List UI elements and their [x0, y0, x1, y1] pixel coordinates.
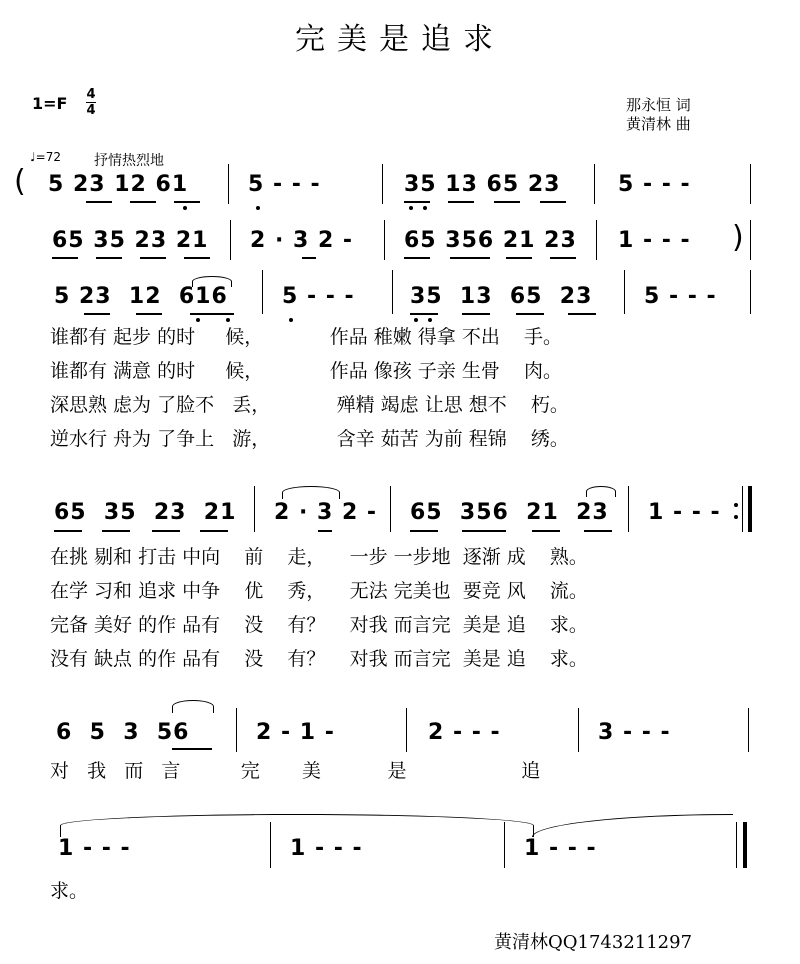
- final-barline-thin: [736, 822, 737, 868]
- beam: [86, 201, 112, 203]
- lyric-line: 谁都有 起步 的时 候， 作品 稚嫩 得拿 不出 手。: [50, 326, 562, 348]
- barline: [270, 822, 271, 868]
- beam: [184, 257, 210, 259]
- beam: [318, 530, 332, 532]
- slur: [282, 486, 340, 499]
- line5-measure3: 2 - - -: [428, 720, 501, 745]
- intro-open-paren: (: [14, 164, 26, 199]
- line1-measure2: 5 - - -: [248, 172, 321, 197]
- line6-measure1: 1 - - -: [58, 836, 131, 861]
- beam: [540, 201, 566, 203]
- barline: [504, 822, 505, 868]
- barline: [748, 708, 749, 752]
- time-signature-top: 4: [86, 87, 96, 102]
- lyric-line: 谁都有 满意 的时 候， 作品 像孩 子亲 生骨 肉。: [50, 360, 562, 382]
- low-octave-dot: [409, 206, 413, 210]
- line6-measure2: 1 - - -: [290, 836, 363, 861]
- line1-measure4: 5 - - -: [618, 172, 691, 197]
- beam: [102, 530, 130, 532]
- low-octave-dot: [423, 206, 427, 210]
- slur: [586, 486, 616, 497]
- line1-measure1: 5 23 12 61: [48, 172, 189, 197]
- lyric-line: 完备 美好 的作 品有 没 有？ 对我 而言完 美是 追 求。: [50, 614, 588, 636]
- lyric-line: 在学 习和 追求 中争 优 秀， 无法 完美也 要竞 风 流。: [50, 580, 588, 602]
- beam: [410, 313, 438, 315]
- line3-measure4: 5 - - -: [644, 284, 717, 309]
- intro-close-paren: ): [732, 220, 744, 255]
- beam: [584, 530, 612, 532]
- key-signature: 1=F: [32, 94, 68, 113]
- line2-measure4: 1 - - -: [618, 228, 691, 253]
- line4-measure2: 2 · 3 2 -: [274, 500, 378, 525]
- line2-measure1: 65 35 23 21: [52, 228, 209, 253]
- beam: [52, 257, 78, 259]
- lyric-line: 逆水行 舟为 了争上 游， 含辛 茹苦 为前 程锦 绣。: [50, 428, 569, 450]
- beam: [568, 313, 596, 315]
- line5-measure2: 2 - 1 -: [256, 720, 335, 745]
- beam: [516, 313, 544, 315]
- barline: [262, 270, 263, 314]
- beam: [174, 201, 200, 203]
- composer-credit: 黄清林 曲: [626, 115, 691, 133]
- line4-measure4: 1 - - -: [648, 500, 721, 525]
- repeat-barline-thick: [748, 486, 752, 532]
- line2-measure3: 65 356 21 23: [404, 228, 577, 253]
- low-octave-dot: [256, 206, 260, 210]
- beam: [152, 530, 180, 532]
- beam: [200, 530, 228, 532]
- low-octave-dot: [183, 206, 187, 210]
- barline: [228, 164, 229, 204]
- beam: [136, 313, 162, 315]
- barline: [594, 164, 595, 204]
- beam: [462, 313, 490, 315]
- beam: [404, 257, 430, 259]
- tempo-mark: ♩=72: [30, 150, 61, 164]
- line2-measure2: 2 · 3 2 -: [250, 228, 354, 253]
- barline: [624, 270, 625, 314]
- lyric-line: 对 我 而 言 完 美 是 追: [50, 760, 541, 782]
- lyric-line: 深思熟 虑为 了脸不 丢， 殚精 竭虑 让思 想不 朽。: [50, 394, 569, 416]
- line4-measure1: 65 35 23 21: [54, 500, 237, 525]
- line3-measure1: 5 23 12 616: [54, 284, 228, 309]
- beam: [494, 201, 520, 203]
- barline: [750, 220, 751, 260]
- repeat-dot: [734, 503, 738, 507]
- beam: [172, 748, 212, 750]
- beam: [448, 201, 474, 203]
- signature-text: 黄清林QQ1743211297: [494, 932, 693, 953]
- final-barline-thick: [743, 822, 747, 868]
- lyric-line: 没有 缺点 的作 品有 没 有？ 对我 而言完 美是 追 求。: [50, 648, 588, 670]
- page-title: 完美是追求: [295, 22, 505, 57]
- time-signature: [86, 88, 96, 117]
- barline: [750, 270, 751, 314]
- slur: [172, 700, 214, 713]
- slur: [192, 276, 232, 287]
- beam: [96, 257, 122, 259]
- line1-measure3: 35 13 65 23: [404, 172, 561, 197]
- beam: [84, 313, 110, 315]
- beam: [410, 530, 438, 532]
- barline: [384, 220, 385, 260]
- lyric-line: 在挑 剔和 打击 中向 前 走， 一步 一步地 逐渐 成 熟。: [50, 546, 588, 568]
- barline: [230, 220, 231, 260]
- line3-measure2: 5 - - -: [282, 284, 355, 309]
- repeat-barline-thin: [742, 486, 743, 532]
- barline: [750, 164, 751, 204]
- line5-measure4: 3 - - -: [598, 720, 671, 745]
- beam: [450, 257, 490, 259]
- line4-measure3: 65 356 21 23: [410, 500, 609, 525]
- lyric-line: 求。: [50, 880, 89, 902]
- barline: [628, 486, 629, 532]
- tie: [60, 814, 534, 837]
- line3-measure3: 35 13 65 23: [410, 284, 593, 309]
- barline: [236, 708, 237, 752]
- repeat-dot: [734, 515, 738, 519]
- beam: [506, 257, 532, 259]
- expression-mark: 抒情热烈地: [94, 153, 164, 169]
- beam: [404, 201, 430, 203]
- beam: [140, 257, 166, 259]
- line6-measure3: 1 - - -: [524, 836, 597, 861]
- barline: [392, 270, 393, 314]
- barline: [578, 708, 579, 752]
- beam: [532, 530, 560, 532]
- tie: [532, 814, 733, 837]
- beam: [130, 201, 156, 203]
- barline: [390, 486, 391, 532]
- barline: [254, 486, 255, 532]
- beam: [302, 257, 316, 259]
- barline: [596, 220, 597, 260]
- beam: [190, 313, 234, 315]
- beam: [462, 530, 506, 532]
- beam: [54, 530, 82, 532]
- line5-measure1: 6 5 3 56: [56, 720, 190, 745]
- lyricist-credit: 那永恒 词: [626, 96, 691, 114]
- beam: [550, 257, 576, 259]
- barline: [382, 164, 383, 204]
- barline: [406, 708, 407, 752]
- time-signature-bottom: 4: [86, 103, 96, 118]
